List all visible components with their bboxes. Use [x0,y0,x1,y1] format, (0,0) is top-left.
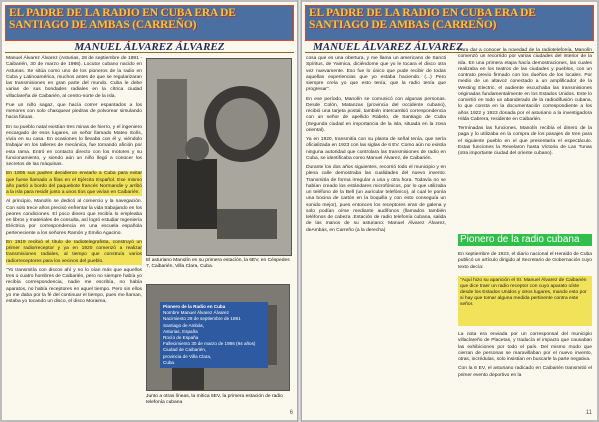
paragraph: Durante los dos años siguientes, recorrió todo el municipio y en plena calle demostraba las cualidades del nuevo invento. Transmitía de forma irregular a una y otra hora. Todavía no se habían creado los estándares microfónicos, por lo que utilizaba un teléfono de la Bell (un auricular telefónico), al cual le ponía una bocina de cartón en la boquilla y con esto conseguía un sonido mejor), pues entonces los receptores eran de galena y solo podían oírse mediante audífonos (llamados también teléfonos de cabeza .Estación de radio telefonía cubana, salida de las manos de su asturiano: Manuel Álvarez Álvarez, deAmbás, en Carreño (a la derecha) [306,165,446,233]
paragraph: Al principio, Manolín se dedicó al comercio y la navegación. Con solo trece años precisó enfrentar la vida trabajando en los peores condiciones. El poco dinero que recibía lo empleaba en libros y materiales de consulta, así logró estudiar Ingeniería Eléctrica por correspondencia en una escuela española perteneciente a los señores Ramón y Emilio Agacino. [6,199,142,236]
paragraph: En 1919 recibió el título de radiotelegrafista, construyó un primer radiorreceptor y ya en 1920 comenzó a realizar transmisiones radiales, al tiempo que construía varios radiorreceptores para los vecinos del pueblo. [6,239,142,264]
right-header-banner [305,5,594,41]
paragraph: Para dar a conocer la novedad de la radiotelefonía, Manolín comenzó un recorrido por varias ciudades del interior de la isla. En una primera etapa hacía demostraciones, las cuales realizaba en los teatros de las ciudades y pueblos, con un contrato previo firmado con los dueños de los locales. Por medio de un altavoz conectado a un amplificador de la Westing Electric, el audiente escuchaba las transmisiones originadas fundamentalmente en los Estados Unidos. Este lo convirtió en todo un abanderado de la radiodifusión cubana, lo que consta en la documentación correspondiente a los años 1922 y 1923 donada por el asturiano a la investigadora Hilda Cabrera, residente en Caibarién. [458,48,592,122]
bio-row: Nacimiento 28 de septiembre de 1891 [163,316,241,322]
paragraph: En su pueblo natal existían tres minas de hierro, y el ingeniero encargado de esos lugares, un señor llamado Mateo Solís, vivía en su casa. En ocasiones lo llevaba con él y, viéndolo trabajar en los talleres de mecánica, fue tomando afición por esta rama. Entró en contacto directo con los motores y su funcionamiento, y siendo aún un niño llegó a conocer los secretos de las máquinas. [6,124,142,167]
left-author-name: MANUEL ÁLVAREZ ÁLVAREZ [5,41,294,53]
bio-row: Asturias, España [163,328,198,334]
paragraph: Fue un niño sagaz, que hacía correr espantados a los menores con solo chasquear piedras de polvorear simulando hacia fútuas. [6,102,142,121]
bio-row: Santiago de Ambás, [163,322,205,328]
right-column2c-text [458,332,592,382]
bio-row: Fallecimiento 30 de marzo de 1986 (94 años) [163,341,256,347]
paragraph: cosa que es una obertura, y me llama un americano de Sancti Spíritus, de Yaimica, diciéndome que yo le tocara el disco otra vez nuevamente. Eso fue lo único que pude recibir de todas aquellas experiencias que yo estaba haciendo. (...) Pero siempre creía yo que esto tenía, que la radio tenía que progresar". [306,56,446,93]
left-page [2,2,297,420]
right-column2b-text [458,252,592,274]
left-page-title: EL PADRE DE LA RADIO EN CUBA ERA DE SANTIAGO DE AMBAS (CARREÑO) [9,7,236,31]
paragraph: En 1905 sus padres decidieron enviarlo a Cuba para evitar que fuese llamado a filas en el Ejército Español. Ese mismo año partió a bordo del paquebote francés Normandie y arribó a la isla para residir junto a unos tíos que vivían en Caibarién. [6,171,142,195]
paragraph: Con la 6 EV, el asturiano radicado en Caibarién transmitió el primer evento deportivo en la [458,366,592,378]
paragraph: En ese período, Manolín se comunicó con algunas personas. Desde Colón, Matanzas (provincia del occidente cubano), recibió una tarjeta postal, también intercambió correspondencia con un señor de apellido Rabelo, de Santiago de Cuba (Segunda ciudad en importancia de la isla, situada en la zona oriental). [306,96,446,133]
heraldo-quote: "Aquí hizo su aparición el Sr. Manuel Álvarez de Caibarién que dice traer un radio receptor con cuyo aparato oíste desde los Estados Unidos y otros lugares, mando esto por si hay que tomar alguna medida pertinente contra este señor. [458,276,592,326]
left-column-text [6,56,142,308]
right-page [302,2,597,420]
bio-info-table [160,302,268,368]
bio-row: Ciudad de Caibarién, [163,347,207,353]
paragraph: La nota era enviada por un corresponsal del municipio villaclareño de Placetas, y traducía el impacto que causaban las exhibiciones por todo el país. Del mismo modo que cierran de personas se maravillaban por el nuevo invento, otras, incrédulas, solo insistían en buscarle la parte negativa. [458,332,592,362]
bio-table-title: Pionero de la Radio en Cuba [163,304,226,309]
bio-row: Cuba. [163,359,176,365]
page-number: 6 [289,410,293,416]
paragraph: En septiembre de 1923, el diario nacional el Heraldo de Cuba publicó un artículo dirigido al Secretario de Gobernación cuyo texto decía: [458,252,592,270]
paragraph: Terminadas las funciones, Manolín recibía el dinero de la paga y lo utilizaba en la compra de los pasajes de tren para el siguiente pueblo en el que presentaría el espectáculo. Estas funciones la Revelaron hasta Victoria de Las Tunas (otra importante ciudad del oriente cubano). [458,126,592,156]
right-author-name: MANUEL ÁLVAREZ ÁLVAREZ [305,41,594,53]
bio-row: provincia de Villa Clara, [163,353,212,359]
right-page-title: EL PADRE DE LA RADIO EN CUBA ERA DE SANTIAGO DE AMBAS (CARREÑO) [309,7,536,31]
photo1-caption: El asturiano Manolín en su primera estación, la 6EV, en Céspedes 7, Caibarién, Villa Clara, Cuba. [146,258,290,269]
bio-row: Rocío de España [163,335,199,341]
page-number: 11 [585,410,592,416]
right-column2-text [458,48,592,160]
photo2-caption: Junto a otras líneas, la mítica 6EV, la primera estación de radio telefonía cubana [146,394,283,405]
paragraph: Ya en 1920, transmitía con su planta de señal tenía, que sería oficializada en 1923 con las siglas de 6 EV. Como aún no existía ninguna autoridad que controlara las transmisiones de radio en Cuba, se identificaba como Manuel Álvarez, de Caibarién. [306,137,446,161]
right-column1-text [306,56,446,237]
paragraph: Manuel Álvarez Álvarez (Asturias, 28 de septiembre de 1891 - Caibarién, 30 de marzo de 1986). Locutor cubano nacido en Asturias. Se sitúa como uno de los pioneros de la radio en Cuba y Latinoamérica, muchos antes de que se regularizaran las transmisiones en gran parte del mundo. Cuba le debe varias de sus bondades radiales en la cítrica ciudad villaclareña de Caibarién, al centro-norte de la isla. [6,56,142,99]
bio-row: Nombre Manuel Álvarez Álvarez [163,310,229,316]
section-heading: Pionero de la radio cubana [458,234,592,246]
left-header-banner [5,5,294,41]
paragraph: "Yo transmitía con discos ahí y no lo oían más que aquellos tres o cuatro hombres de Caibarién, pero no siempre había yo recibía correspondencia, nadie me escribía, no había aparatos, no había receptores en aquel tiempo. Pero sin ellos yo me daba por la fé del continuar el tiempo, pues me llaman, estaba yo tocando un disco, el disco Moraima, [6,267,142,304]
manolin-radio-photo [146,58,292,256]
